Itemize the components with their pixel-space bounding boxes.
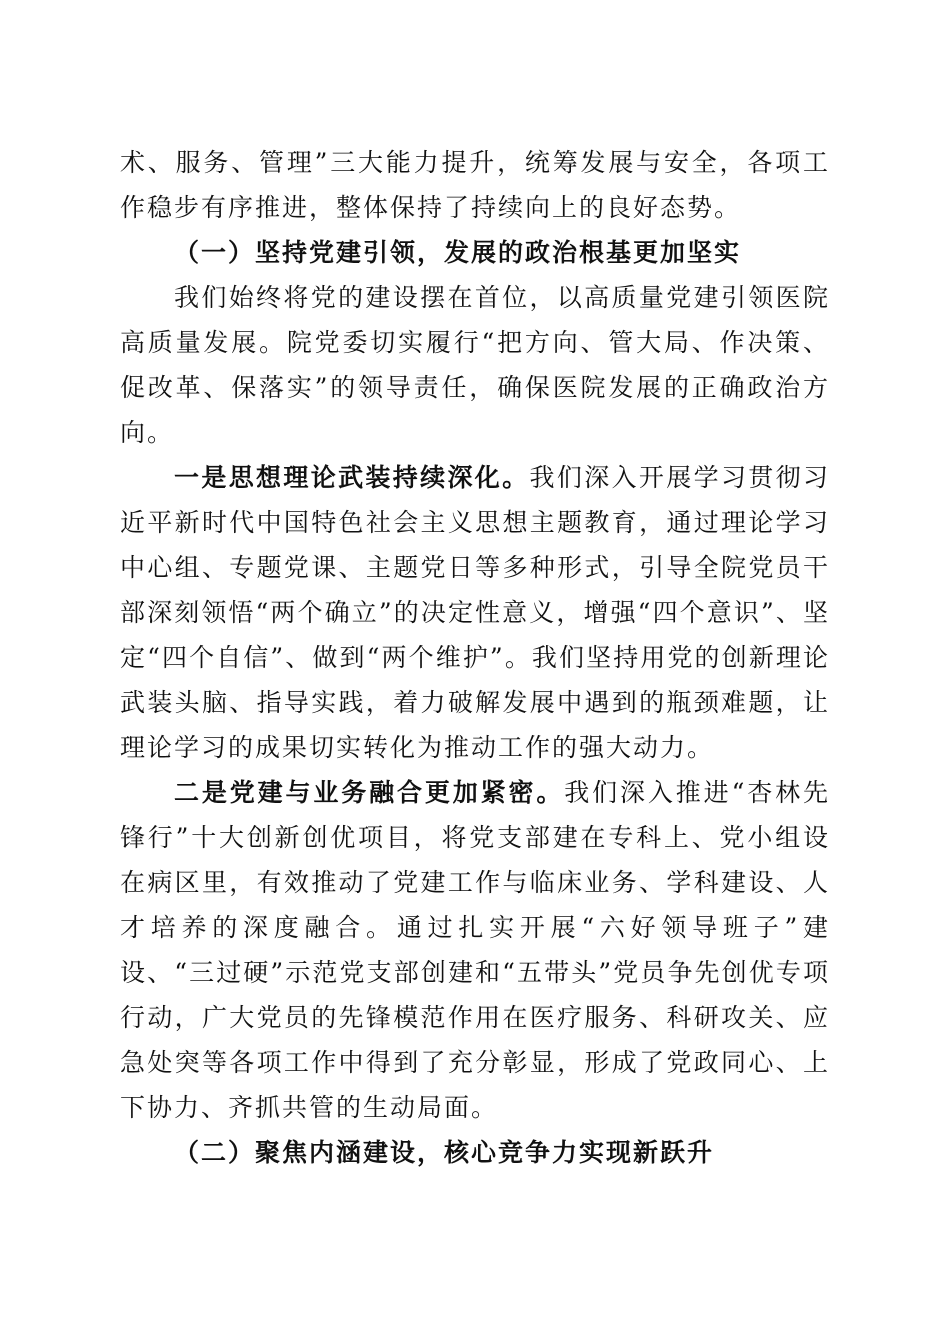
document-body xyxy=(120,140,830,1175)
body-paragraph: 我们始终将党的建设摆在首位，以高质量党建引领医院高质量发展。院党委切实履行“把方向、管大局、作决策、促改革、保落实”的领导责任，确保医院发展的正确政治方向。 xyxy=(120,283,830,447)
point-lead-2: 二是党建与业务融合更加紧密。 xyxy=(174,778,565,807)
point-text-1: 我们深入开展学习贯彻习近平新时代中国特色社会主义思想主题教育，通过理论学习中心组、专题党课、主题党日等多种形式，引导全院党员干部深刻领悟“两个确立”的决定性意义，增强“四个意识”、坚定“四个自信”、做到“两个维护”。我们坚持用党的创新理论武装头脑、指导实践，着力破解发展中遇到的瓶颈难题，让理论学习的成果切实转化为推动工作的强大动力。 xyxy=(120,463,830,762)
point-paragraph-2 xyxy=(120,770,830,1130)
section-heading-2: （二）聚焦内涵建设，核心竞争力实现新跃升 xyxy=(174,1138,715,1167)
point-text-2: 我们深入推进“杏林先锋行”十大创新创优项目，将党支部建在专科上、党小组设在病区里，有效推动了党建工作与临床业务、学科建设、人才培养的深度融合。通过扎实开展“六好领导班子”建设、“三过硬”示范党支部创建和“五带头”党员争先创优专项行动，广大党员的先锋模范作用在医疗服务、科研攻关、应急处突等各项工作中得到了充分彰显，形成了党政同心、上下协力、齐抓共管的生动局面。 xyxy=(120,778,830,1122)
point-lead-1: 一是思想理论武装持续深化。 xyxy=(174,463,530,492)
continuation-paragraph: 术、服务、管理”三大能力提升，统筹发展与安全，各项工作稳步有序推进，整体保持了持续向上的良好态势。 xyxy=(120,148,830,222)
section-heading-1: （一）坚持党建引领，发展的政治根基更加坚实 xyxy=(174,238,742,267)
point-paragraph-1 xyxy=(120,455,830,770)
